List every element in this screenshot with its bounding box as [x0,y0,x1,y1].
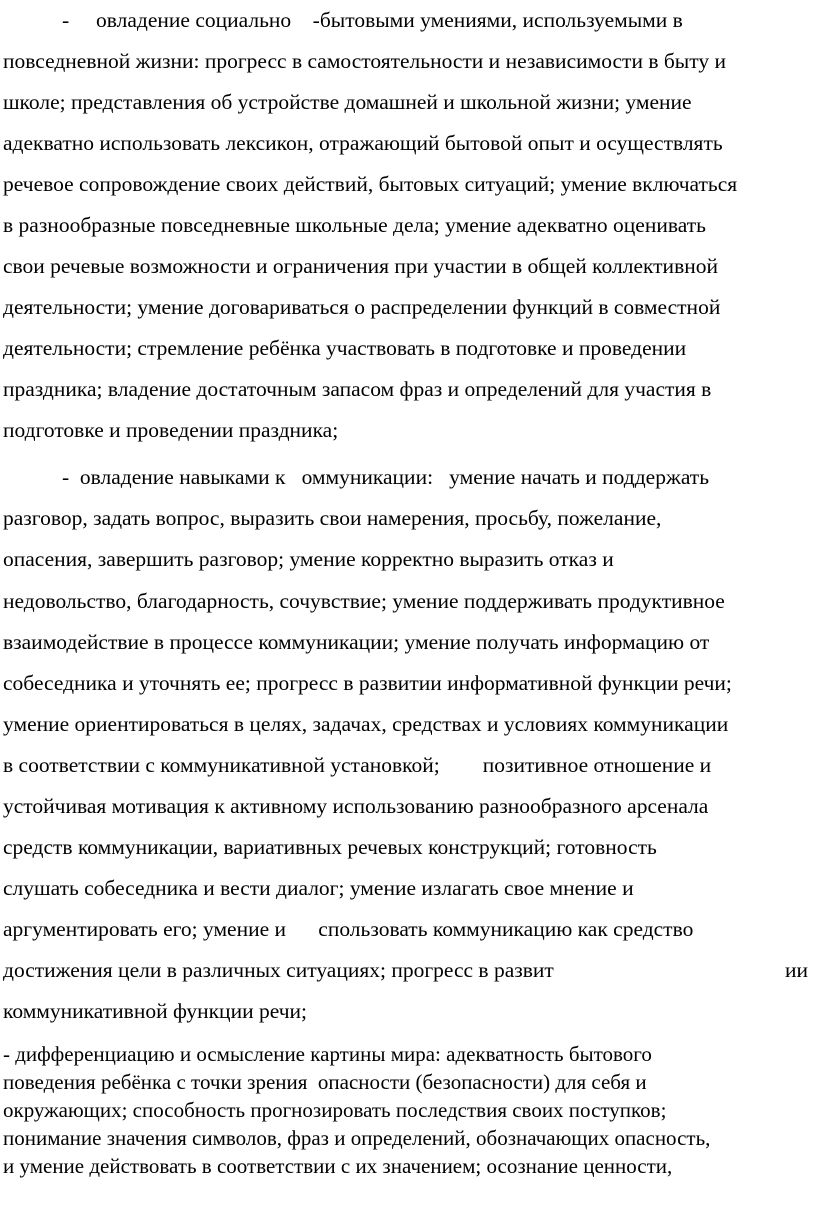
text-line: достижения цели в различных ситуациях; прогресс в развит [3,958,554,982]
text-line: - овладение социально -бытовыми умениями, используемыми в [62,8,683,32]
text-line: собеседника и уточнять ее; прогресс в развитии информативной функции речи; [3,671,732,695]
text-line: в соответствии с коммуникативной установкой; позитивное отношение и [3,753,712,777]
text-line: - овладение навыками к оммуникации: умение начать и поддержать [62,465,710,489]
text-line: деятельности; умение договариваться о распределении функций в совместной [3,295,721,319]
text-line: недовольство, благодарность, сочувствие; умение поддерживать продуктивное [3,589,725,613]
text-line: окружающих; способность прогнозировать последствия своих поступков; [3,1098,667,1122]
text-line: подготовке и проведении праздника; [3,418,339,442]
text-line: взаимодействие в процессе коммуникации; умение получать информацию от [3,630,710,654]
text-line: коммуникативной функции речи; [3,999,308,1023]
text-line: опасения, завершить разговор; умение корректно выразить отказ и [3,547,614,571]
text-line: слушать собеседника и вести диалог; умение излагать свое мнение и [3,876,634,900]
text-line: деятельности; стремление ребёнка участвовать в подготовке и проведении [3,336,687,360]
text-line: понимание значения символов, фраз и определений, обозначающих опасность, [3,1126,711,1150]
text-line: в разнообразные повседневные школьные дела; умение адекватно оценивать [3,213,706,237]
text-line: школе; представления об устройстве домашней и школьной жизни; умение [3,90,692,114]
text-line: поведения ребёнка с точки зрения опасности (безопасности) для себя и [3,1070,647,1094]
text-line: средств коммуникации, вариативных речевых конструкций; готовность [3,835,657,859]
text-line: - дифференциацию и осмысление картины мира: адекватность бытового [3,1042,652,1066]
text-line: разговор, задать вопрос, выразить свои намерения, просьбу, пожелание, [3,506,662,530]
text-line: речевое сопровождение своих действий, бытовых ситуаций; умение включаться [3,172,738,196]
text-line: устойчивая мотивация к активному использованию разнообразного арсенала [3,794,709,818]
text-line: праздника; владение достаточным запасом фраз и определений для участия в [3,377,712,401]
text-line: умение ориентироваться в целях, задачах, средствах и условиях коммуникации [3,712,729,736]
text-line-fragment: ии [785,958,809,982]
text-line: повседневной жизни: прогресс в самостоятельности и независимости в быту и [3,49,726,73]
text-line: и умение действовать в соответствии с их значением; осознание ценности, [3,1154,673,1178]
text-line: свои речевые возможности и ограничения при участии в общей коллективной [3,254,718,278]
text-line: адекватно использовать лексикон, отражающий бытовой опыт и осуществлять [3,131,723,155]
text-line: аргументировать его; умение и спользовать коммуникацию как средство [3,917,694,941]
